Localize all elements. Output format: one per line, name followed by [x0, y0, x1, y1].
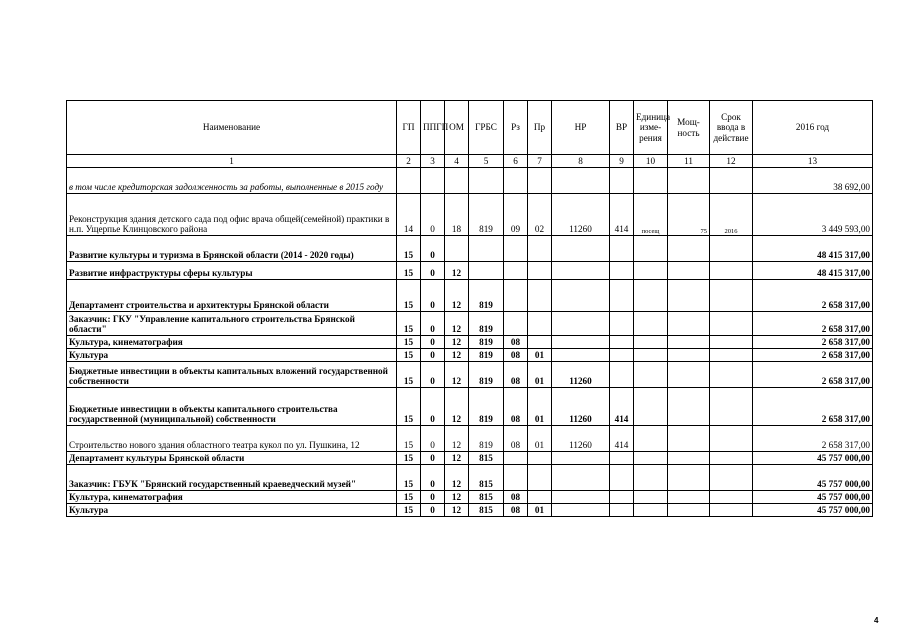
- term-cell: [710, 312, 753, 336]
- nr-cell: [552, 504, 610, 517]
- gp-cell: 15: [397, 236, 421, 262]
- rz-cell: [504, 168, 528, 194]
- nr-cell: [552, 280, 610, 312]
- term-cell: [710, 465, 753, 491]
- rz-cell: [504, 280, 528, 312]
- header-row: [67, 101, 873, 155]
- unit-cell: [634, 504, 668, 517]
- grbs-cell: 819: [469, 426, 504, 452]
- rz-header: Рз: [504, 101, 528, 155]
- power-cell: [668, 362, 710, 388]
- nr-cell: [552, 336, 610, 349]
- amount-cell: 38 692,00: [753, 168, 873, 194]
- rz-cell: 09: [504, 194, 528, 236]
- om-cell: 12: [445, 452, 469, 465]
- table-row: [67, 491, 873, 504]
- om-cell: 12: [445, 349, 469, 362]
- nr-cell: [552, 262, 610, 280]
- amount-cell: 48 415 317,00: [753, 262, 873, 280]
- column-number-cell: 11: [668, 155, 710, 168]
- row-name-cell: Реконструкция здания детского сада под офис врача общей(семейной) практики в н.п. Ущерпье Клинцовского района: [67, 194, 397, 236]
- column-number-cell: 5: [469, 155, 504, 168]
- ppgp-cell: 0: [421, 362, 445, 388]
- om-cell: 12: [445, 362, 469, 388]
- gp-header: ГП: [397, 101, 421, 155]
- amount-cell: 2 658 317,00: [753, 349, 873, 362]
- table-row: [67, 336, 873, 349]
- power-cell: [668, 452, 710, 465]
- nr-cell: [552, 491, 610, 504]
- term-cell: [710, 236, 753, 262]
- ppgp-cell: 0: [421, 452, 445, 465]
- power-cell: [668, 262, 710, 280]
- ppgp-cell: 0: [421, 312, 445, 336]
- grbs-cell: 819: [469, 362, 504, 388]
- grbs-cell: 815: [469, 491, 504, 504]
- grbs-cell: [469, 168, 504, 194]
- term-cell: 2016: [710, 194, 753, 236]
- om-cell: 12: [445, 336, 469, 349]
- row-name-cell: Развитие культуры и туризма в Брянской области (2014 - 2020 годы): [67, 236, 397, 262]
- rz-cell: 08: [504, 491, 528, 504]
- nr-cell: 11260: [552, 362, 610, 388]
- pr-cell: [528, 465, 552, 491]
- pr-cell: [528, 262, 552, 280]
- gp-cell: 15: [397, 336, 421, 349]
- gp-cell: 14: [397, 194, 421, 236]
- unit-cell: [634, 312, 668, 336]
- nr-cell: [552, 452, 610, 465]
- table-row: [67, 280, 873, 312]
- vr-cell: [610, 168, 634, 194]
- power-cell: [668, 388, 710, 426]
- om-cell: 12: [445, 280, 469, 312]
- vr-cell: [610, 262, 634, 280]
- gp-cell: [397, 168, 421, 194]
- table-row: [67, 362, 873, 388]
- gp-cell: 15: [397, 491, 421, 504]
- pr-cell: [528, 452, 552, 465]
- column-number-cell: 2: [397, 155, 421, 168]
- power-cell: [668, 280, 710, 312]
- vr-cell: [610, 465, 634, 491]
- amount-cell: 2 658 317,00: [753, 388, 873, 426]
- rz-cell: 08: [504, 388, 528, 426]
- pr-cell: 01: [528, 426, 552, 452]
- ppgp-cell: 0: [421, 491, 445, 504]
- grbs-cell: 815: [469, 452, 504, 465]
- pr-cell: [528, 280, 552, 312]
- unit-cell: [634, 168, 668, 194]
- pr-cell: [528, 312, 552, 336]
- column-number-cell: 7: [528, 155, 552, 168]
- grbs-cell: 819: [469, 194, 504, 236]
- amount-cell: 2 658 317,00: [753, 362, 873, 388]
- gp-cell: 15: [397, 388, 421, 426]
- vr-cell: [610, 349, 634, 362]
- vr-cell: [610, 362, 634, 388]
- unit-cell: [634, 362, 668, 388]
- table-row: [67, 349, 873, 362]
- table-row: [67, 168, 873, 194]
- row-name-cell: Бюджетные инвестиции в объекты капитальных вложений государственной собственности: [67, 362, 397, 388]
- ppgp-cell: 0: [421, 388, 445, 426]
- vr-cell: [610, 312, 634, 336]
- grbs-cell: 819: [469, 280, 504, 312]
- gp-cell: 15: [397, 262, 421, 280]
- unit-cell: [634, 491, 668, 504]
- power-cell: [668, 491, 710, 504]
- power-cell: [668, 504, 710, 517]
- om-header: ОМ: [445, 101, 469, 155]
- pr-cell: 01: [528, 388, 552, 426]
- unit-cell: [634, 388, 668, 426]
- row-name-cell: Строительство нового здания областного театра кукол по ул. Пушкина, 12: [67, 426, 397, 452]
- rz-cell: 08: [504, 336, 528, 349]
- pr-cell: 01: [528, 362, 552, 388]
- term-cell: [710, 280, 753, 312]
- term-cell: [710, 426, 753, 452]
- rz-cell: 08: [504, 426, 528, 452]
- rz-cell: 08: [504, 362, 528, 388]
- rz-cell: [504, 312, 528, 336]
- pr-cell: [528, 336, 552, 349]
- amount-cell: 45 757 000,00: [753, 491, 873, 504]
- term-cell: [710, 168, 753, 194]
- amount-cell: 2 658 317,00: [753, 312, 873, 336]
- table-row: [67, 194, 873, 236]
- pr-header: Пр: [528, 101, 552, 155]
- gp-cell: 15: [397, 426, 421, 452]
- column-number-cell: 8: [552, 155, 610, 168]
- grbs-cell: 815: [469, 465, 504, 491]
- term-cell: [710, 504, 753, 517]
- table-body: [67, 168, 873, 517]
- vr-cell: 414: [610, 388, 634, 426]
- table-row: [67, 426, 873, 452]
- grbs-cell: 819: [469, 336, 504, 349]
- column-number-cell: 12: [710, 155, 753, 168]
- nr-cell: 11260: [552, 194, 610, 236]
- power-cell: [668, 168, 710, 194]
- ppgp-cell: 0: [421, 426, 445, 452]
- ppgp-cell: 0: [421, 194, 445, 236]
- power-header: Мощ-ность: [668, 101, 710, 155]
- year-2016-header: 2016 год: [753, 101, 873, 155]
- table-row: [67, 236, 873, 262]
- gp-cell: 15: [397, 504, 421, 517]
- om-cell: 12: [445, 465, 469, 491]
- ppgp-cell: 0: [421, 236, 445, 262]
- amount-cell: 45 757 000,00: [753, 452, 873, 465]
- term-cell: [710, 388, 753, 426]
- grbs-header: ГРБС: [469, 101, 504, 155]
- power-cell: [668, 465, 710, 491]
- pr-cell: [528, 236, 552, 262]
- power-cell: [668, 236, 710, 262]
- nr-cell: [552, 312, 610, 336]
- nr-cell: 11260: [552, 426, 610, 452]
- unit-cell: [634, 426, 668, 452]
- om-cell: [445, 236, 469, 262]
- row-name-cell: Департамент строительства и архитектуры Брянской области: [67, 280, 397, 312]
- column-number-cell: 3: [421, 155, 445, 168]
- ppgp-cell: 0: [421, 504, 445, 517]
- term-cell: [710, 452, 753, 465]
- pr-cell: 01: [528, 349, 552, 362]
- nr-cell: [552, 349, 610, 362]
- term-cell: [710, 262, 753, 280]
- row-name-cell: Развитие инфраструктуры сферы культуры: [67, 262, 397, 280]
- unit-cell: [634, 465, 668, 491]
- gp-cell: 15: [397, 452, 421, 465]
- term-header: Срок ввода в действие: [710, 101, 753, 155]
- ppgp-cell: 0: [421, 280, 445, 312]
- rz-cell: [504, 236, 528, 262]
- row-name-cell: Культура: [67, 349, 397, 362]
- table-row: [67, 262, 873, 280]
- column-number-cell: 6: [504, 155, 528, 168]
- om-cell: 12: [445, 262, 469, 280]
- column-number-row: [67, 155, 873, 168]
- ppgp-cell: 0: [421, 465, 445, 491]
- unit-cell: [634, 452, 668, 465]
- rz-cell: 08: [504, 504, 528, 517]
- column-number-cell: 9: [610, 155, 634, 168]
- pr-cell: [528, 168, 552, 194]
- grbs-cell: [469, 236, 504, 262]
- amount-cell: 45 757 000,00: [753, 504, 873, 517]
- table-row: [67, 465, 873, 491]
- grbs-cell: 815: [469, 504, 504, 517]
- vr-cell: [610, 336, 634, 349]
- ppgp-header: ППГП: [421, 101, 445, 155]
- power-cell: [668, 349, 710, 362]
- table-row: [67, 452, 873, 465]
- rz-cell: [504, 262, 528, 280]
- nr-cell: 11260: [552, 388, 610, 426]
- gp-cell: 15: [397, 312, 421, 336]
- vr-cell: [610, 504, 634, 517]
- column-number-cell: 13: [753, 155, 873, 168]
- grbs-cell: [469, 262, 504, 280]
- om-cell: [445, 168, 469, 194]
- om-cell: 12: [445, 312, 469, 336]
- gp-cell: 15: [397, 362, 421, 388]
- vr-cell: 414: [610, 426, 634, 452]
- table-row: [67, 504, 873, 517]
- rz-cell: [504, 452, 528, 465]
- gp-cell: 15: [397, 280, 421, 312]
- row-name-cell: Заказчик: ГКУ "Управление капитального строительства Брянской области": [67, 312, 397, 336]
- unit-header: Единица изме-рения: [634, 101, 668, 155]
- power-cell: [668, 312, 710, 336]
- unit-cell: [634, 336, 668, 349]
- term-cell: [710, 336, 753, 349]
- power-cell: [668, 426, 710, 452]
- row-name-cell: Бюджетные инвестиции в объекты капитального строительства государственной (муниципальной) собственности: [67, 388, 397, 426]
- amount-cell: 2 658 317,00: [753, 280, 873, 312]
- page-number: 4: [874, 616, 879, 625]
- om-cell: 12: [445, 388, 469, 426]
- om-cell: 18: [445, 194, 469, 236]
- unit-cell: [634, 262, 668, 280]
- unit-cell: [634, 349, 668, 362]
- vr-cell: [610, 280, 634, 312]
- amount-cell: 45 757 000,00: [753, 465, 873, 491]
- vr-cell: 414: [610, 194, 634, 236]
- ppgp-cell: 0: [421, 349, 445, 362]
- unit-cell: [634, 236, 668, 262]
- gp-cell: 15: [397, 465, 421, 491]
- om-cell: 12: [445, 491, 469, 504]
- column-number-cell: 10: [634, 155, 668, 168]
- unit-cell: посещ: [634, 194, 668, 236]
- amount-cell: 2 658 317,00: [753, 426, 873, 452]
- nr-header: НР: [552, 101, 610, 155]
- unit-cell: [634, 280, 668, 312]
- power-cell: [668, 336, 710, 349]
- row-name-cell: Культура: [67, 504, 397, 517]
- term-cell: [710, 362, 753, 388]
- pr-cell: [528, 491, 552, 504]
- row-name-cell: Департамент культуры Брянской области: [67, 452, 397, 465]
- ppgp-cell: 0: [421, 336, 445, 349]
- table-row: [67, 312, 873, 336]
- name-header: Наименование: [67, 101, 397, 155]
- power-cell: 75: [668, 194, 710, 236]
- nr-cell: [552, 168, 610, 194]
- grbs-cell: 819: [469, 312, 504, 336]
- grbs-cell: 819: [469, 388, 504, 426]
- pr-cell: 02: [528, 194, 552, 236]
- om-cell: 12: [445, 504, 469, 517]
- amount-cell: 2 658 317,00: [753, 336, 873, 349]
- rz-cell: [504, 465, 528, 491]
- nr-cell: [552, 236, 610, 262]
- vr-header: ВР: [610, 101, 634, 155]
- vr-cell: [610, 452, 634, 465]
- nr-cell: [552, 465, 610, 491]
- row-name-cell: Культура, кинематография: [67, 491, 397, 504]
- term-cell: [710, 349, 753, 362]
- table-row: [67, 388, 873, 426]
- om-cell: 12: [445, 426, 469, 452]
- gp-cell: 15: [397, 349, 421, 362]
- pr-cell: 01: [528, 504, 552, 517]
- row-name-cell: Заказчик: ГБУК "Брянский государственный краеведческий музей": [67, 465, 397, 491]
- column-number-cell: 1: [67, 155, 397, 168]
- grbs-cell: 819: [469, 349, 504, 362]
- budget-table: [66, 100, 873, 517]
- ppgp-cell: 0: [421, 262, 445, 280]
- row-name-cell: в том числе кредиторская задолженность за работы, выполненные в 2015 году: [67, 168, 397, 194]
- column-number-cell: 4: [445, 155, 469, 168]
- amount-cell: 48 415 317,00: [753, 236, 873, 262]
- row-name-cell: Культура, кинематография: [67, 336, 397, 349]
- vr-cell: [610, 491, 634, 504]
- term-cell: [710, 491, 753, 504]
- ppgp-cell: [421, 168, 445, 194]
- amount-cell: 3 449 593,00: [753, 194, 873, 236]
- vr-cell: [610, 236, 634, 262]
- rz-cell: 08: [504, 349, 528, 362]
